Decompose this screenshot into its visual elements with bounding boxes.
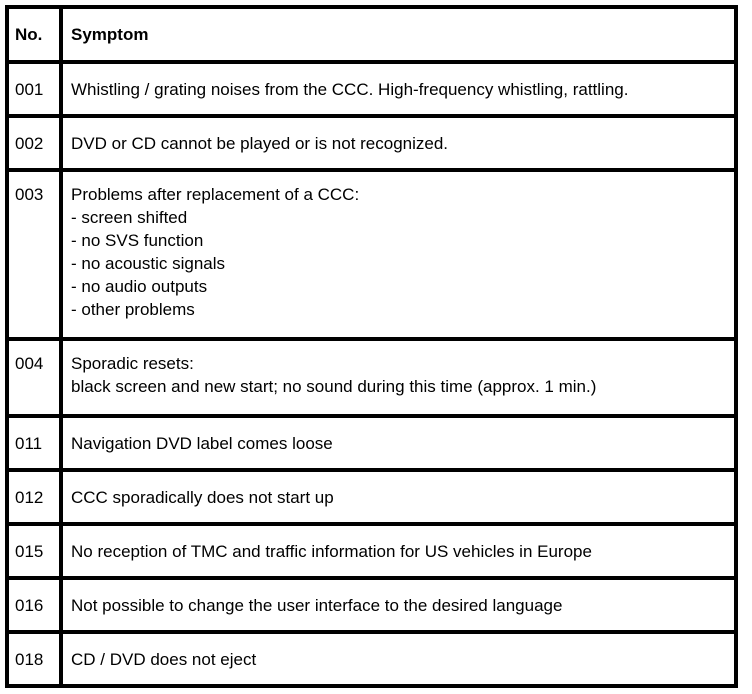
row-number: 018 (7, 632, 61, 686)
symptom-line: - no SVS function (71, 231, 204, 250)
table-row (7, 62, 736, 116)
row-symptom: No reception of TMC and traffic information for US vehicles in Europe (61, 524, 736, 578)
row-number: 012 (7, 470, 61, 524)
table-row (7, 170, 736, 339)
row-symptom: Navigation DVD label comes loose (61, 416, 736, 470)
table-row (7, 339, 736, 416)
row-symptom: Whistling / grating noises from the CCC. High-frequency whistling, rattling. (61, 62, 736, 116)
row-symptom: CD / DVD does not eject (61, 632, 736, 686)
table-row (7, 578, 736, 632)
table-row (7, 470, 736, 524)
row-symptom: DVD or CD cannot be played or is not recognized. (61, 116, 736, 170)
row-number: 011 (7, 416, 61, 470)
symptom-line: - screen shifted (71, 208, 188, 227)
symptom-line: black screen and new start; no sound during this time (approx. 1 min.) (71, 377, 597, 396)
row-symptom (61, 170, 736, 339)
table-row (7, 524, 736, 578)
symptom-line: - no audio outputs (71, 277, 208, 296)
symptom-table (5, 5, 738, 688)
symptom-line: - other problems (71, 300, 195, 319)
row-number: 003 (7, 170, 61, 339)
row-number: 015 (7, 524, 61, 578)
row-number: 002 (7, 116, 61, 170)
row-symptom: CCC sporadically does not start up (61, 470, 736, 524)
row-symptom (61, 339, 736, 416)
header-row (7, 7, 736, 62)
header-symptom: Symptom (61, 7, 736, 62)
table-row (7, 116, 736, 170)
row-number: 016 (7, 578, 61, 632)
row-symptom: Not possible to change the user interface to the desired language (61, 578, 736, 632)
symptom-line: Sporadic resets: (71, 354, 194, 373)
table-row (7, 632, 736, 686)
table-row (7, 416, 736, 470)
symptom-line: - no acoustic signals (71, 254, 226, 273)
row-number: 004 (7, 339, 61, 416)
row-number: 001 (7, 62, 61, 116)
header-no: No. (7, 7, 61, 62)
symptom-line: Problems after replacement of a CCC: (71, 185, 360, 204)
